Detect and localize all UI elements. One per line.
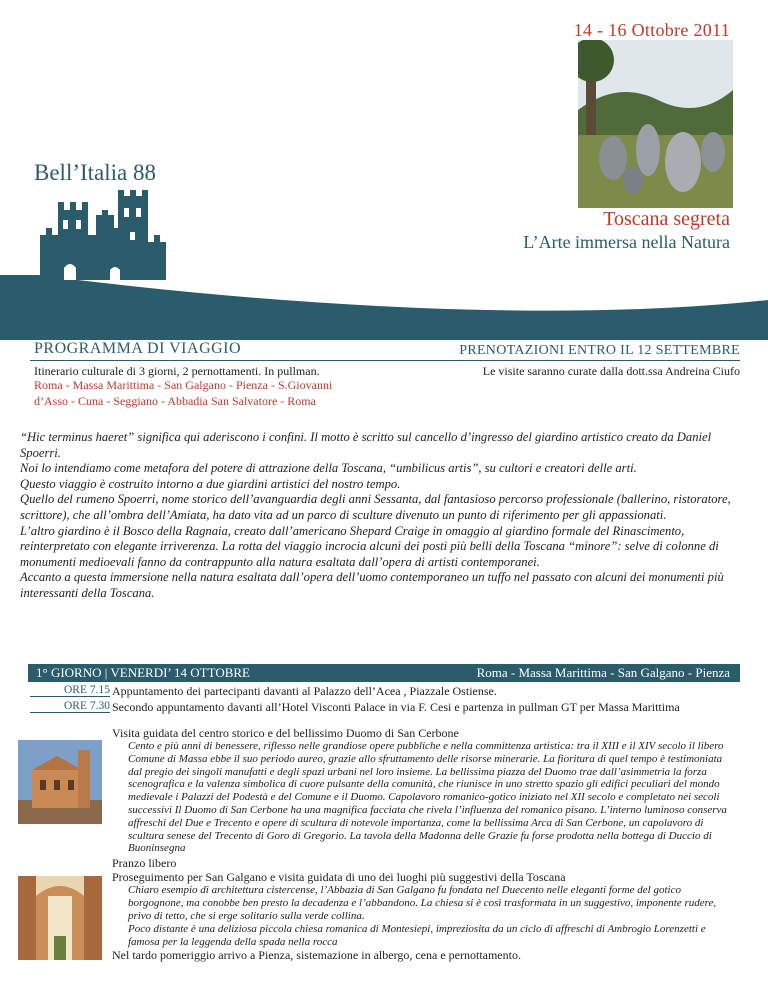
description-paragraph: “Hic terminus haeret” significa qui aderiscono i confini. Il motto è scritto sul cancello d’ingresso del giardino artistico creato da Daniel Spoerri.	[20, 430, 712, 460]
program-heading: PROGRAMMA DI VIAGGIO	[34, 340, 242, 357]
description-paragraph: Quello del rumeno Spoerri, nome storico dell’avanguardia degli anni Sessanta, dal fantasioso percorso professionale (ballerino, ristoratore, scrittore), che all’ombra dell’Amiata, ha dato vita ad un parco di sculture divenuto un punto di riferimento per gli appassionati.	[20, 492, 731, 522]
description-paragraph: Noi lo intendiamo come metafora del potere di attrazione della Toscana, “umbilicus artis”, su cultori e creatori delle arti.	[20, 461, 637, 476]
description-paragraph: L’altro giardino è il Bosco della Ragnaia, creato dall’americano Shepard Craige in omaggio al giardino formale del Rinascimento, reinterpretato con elegante irriverenza. La rotta del viaggio incrocia alcuni dei posti più belli della Toscana “minore”: selve di colonne di monumenti medioevali fanno da contrappunto alla natura esaltata dall’opera di artisti contemporanei.	[20, 523, 719, 569]
castle-hill-graphic	[0, 180, 768, 340]
day1-header	[28, 664, 740, 682]
visit-massa-detail: Cento e più anni di benessere, riflesso nelle grandiose opere pubbliche e nella committenza artistica: tra il XIII e il XIV secolo il libero Comune di Massa ebbe il suo periodo aureo, grazie allo sfruttamento delle risorse minerarie. La fioritura di quel tempo è testimoniata dal pregio dei singoli manufatti e degli spazi urbani nel loro insieme. La bellissima piazza del Duomo trae dall’asimmetria la forza scenografica e la valenza simbolica di cuore pulsante della comunità, che riunisce in uno stretto spazio gli edifici peculiari del mondo medievale i Palazzi del Podestà e del Comune e il Duomo. Capolavoro romanico-gotico iniziato nel XII secolo e completato nei secoli successivi Il Duomo di San Cerbone ha una magnifica facciata che rivela l’influenza del romanico pisano. L’interno luminoso conserva affreschi del Due e Trecento e opere di scultura di notevole importanza, come la bellissima Arca di San Cerbone, un capolavoro di scultura senese del Trecento di Goro di Gregorio. La tavola della Madonna delle Grazie fu forse prodotta nella bottega di Duccio di Buoninsegna	[128, 740, 727, 855]
day1-route: Roma - Massa Marittima - San Galgano - Pienza	[476, 665, 730, 680]
brand-name: Bell’Italia 88	[34, 160, 156, 185]
trip-description	[20, 430, 746, 602]
schedule-item: Appuntamento dei partecipanti davanti al Palazzo dell’Acea , Piazzale Ostiense.	[112, 684, 497, 698]
abbey-photo	[18, 876, 102, 960]
time-label: ORE 7.30	[30, 700, 110, 713]
description-paragraph: Questo viaggio è costruito intorno a due giardini artistici del nostro tempo.	[20, 476, 401, 491]
program-divider	[30, 360, 740, 361]
event-date: 14 - 16 Ottobre 2011	[573, 20, 730, 40]
description-paragraph: Accanto a questa immersione nella natura esaltata dall’opera dell’uomo contemporaneo un tuffo nel passato con alcuni dei monumenti più interessanti della Toscana.	[20, 570, 724, 600]
san-galgano-detail-2: Poco distante è una deliziosa piccola chiesa romanica di Montesiepi, impreziosita da un ciclo di affreschi di Ambrogio Lorenzetti e famosa per la leggenda della spada nella rocca	[128, 923, 706, 948]
curator-note: Le visite saranno curate dalla dott.ssa Andreina Ciufo	[482, 364, 740, 378]
day1-label: 1° GIORNO | VENERDI’ 14 OTTOBRE	[36, 665, 250, 680]
time-label: ORE 7.15	[30, 684, 110, 697]
lunch-note: Pranzo libero	[112, 856, 177, 870]
schedule-item: Secondo appuntamento davanti all’Hotel Visconti Palace in via F. Cesi e partenza in pullman GT per Massa Marittima	[112, 700, 680, 714]
itinerary-route-2: d’Asso - Cuna - Seggiano - Abbadia San Salvatore - Roma	[34, 394, 316, 408]
evening-note: Nel tardo pomeriggio arrivo a Pienza, sistemazione in albergo, cena e pernottamento.	[112, 948, 521, 962]
trip-subtitle: L’Arte immersa nella Natura	[523, 232, 730, 252]
booking-deadline: PRENOTAZIONI ENTRO IL 12 SETTEMBRE	[459, 343, 740, 358]
itinerary-route-1: Roma - Massa Marittima - San Galgano - Pienza - S.Giovanni	[34, 378, 333, 392]
itinerary-summary: Itinerario culturale di 3 giorni, 2 pernottamenti. In pullman.	[34, 364, 320, 378]
san-galgano-detail-1: Chiaro esempio di architettura cistercense, l’Abbazia di San Galgano fu fondata nel Duecento nelle eleganti forme del gotico borgognone, ma conobbe ben presto la decadenza e l’abbandono. La chiesa si è così trasformata in un suggestivo, imponente rudere, privo di tetto, che si erge solitario sulla verde collina.	[128, 884, 717, 922]
trip-title: Toscana segreta	[603, 208, 730, 230]
visit-massa: Visita guidata del centro storico e del bellissimo Duomo di San Cerbone	[112, 726, 459, 740]
duomo-photo	[18, 740, 102, 824]
visit-san-galgano: Proseguimento per San Galgano e visita guidata di uno dei luoghi più suggestivi della Toscana	[112, 870, 566, 884]
